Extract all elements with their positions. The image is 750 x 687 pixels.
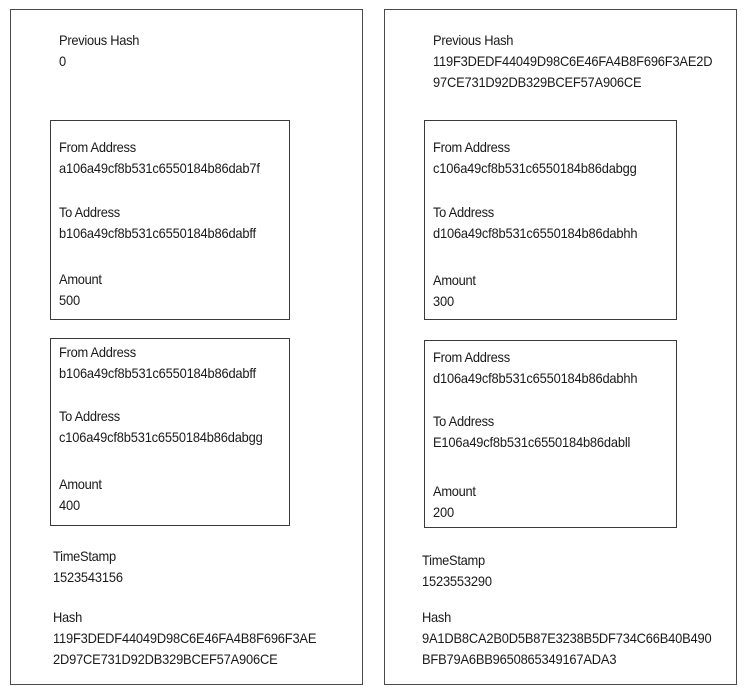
block-2-previous-hash-label: Previous Hash <box>433 32 514 48</box>
block-2-hash-line-2: BFB79A6BB9650865349167ADA3 <box>422 651 617 667</box>
block-2-previous-hash-line-2: 97CE731D92DB329BCEF57A906CE <box>433 74 642 90</box>
tx-to-value: b106a49cf8b531c6550184b86dabff <box>59 225 256 241</box>
block-2-previous-hash-line-1: 119F3DEDF44049D98C6E46FA4B8F696F3AE2D <box>433 53 713 69</box>
tx-from-value: d106a49cf8b531c6550184b86dabhh <box>433 370 638 386</box>
block-1-hash-label: Hash <box>53 609 82 625</box>
tx-amount-value: 300 <box>433 293 454 309</box>
block-1-previous-hash-label: Previous Hash <box>59 32 140 48</box>
tx-amount-label: Amount <box>433 483 476 499</box>
tx-to-value: c106a49cf8b531c6550184b86dabgg <box>59 429 263 445</box>
tx-from-label: From Address <box>59 139 136 155</box>
tx-amount-value: 400 <box>59 497 80 513</box>
tx-to-label: To Address <box>433 204 494 220</box>
tx-from-value: a106a49cf8b531c6550184b86dab7f <box>59 160 260 176</box>
block-1-timestamp-value: 1523543156 <box>53 569 123 585</box>
tx-from-value: b106a49cf8b531c6550184b86dabff <box>59 365 256 381</box>
block-2-timestamp-value: 1523553290 <box>422 573 492 589</box>
block-2-hash-line-1: 9A1DB8CA2B0D5B87E3238B5DF734C66B40B490 <box>422 630 712 646</box>
tx-from-label: From Address <box>59 344 136 360</box>
tx-from-label: From Address <box>433 139 510 155</box>
block-1-previous-hash-value: 0 <box>59 53 66 69</box>
tx-amount-value: 500 <box>59 292 80 308</box>
tx-to-label: To Address <box>59 204 120 220</box>
tx-from-label: From Address <box>433 349 510 365</box>
block-1-hash-line-2: 2D97CE731D92DB329BCEF57A906CE <box>53 651 278 667</box>
tx-from-value: c106a49cf8b531c6550184b86dabgg <box>433 160 637 176</box>
tx-amount-label: Amount <box>59 476 102 492</box>
tx-to-label: To Address <box>433 413 494 429</box>
block-1-timestamp-label: TimeStamp <box>53 548 116 564</box>
tx-to-label: To Address <box>59 408 120 424</box>
tx-amount-value: 200 <box>433 504 454 520</box>
tx-to-value: d106a49cf8b531c6550184b86dabhh <box>433 225 638 241</box>
tx-to-value: E106a49cf8b531c6550184b86dabll <box>433 434 631 450</box>
block-2-hash-label: Hash <box>422 609 451 625</box>
block-2-timestamp-label: TimeStamp <box>422 552 485 568</box>
block-1-hash-line-1: 119F3DEDF44049D98C6E46FA4B8F696F3AE <box>53 630 317 646</box>
tx-amount-label: Amount <box>433 272 476 288</box>
tx-amount-label: Amount <box>59 271 102 287</box>
